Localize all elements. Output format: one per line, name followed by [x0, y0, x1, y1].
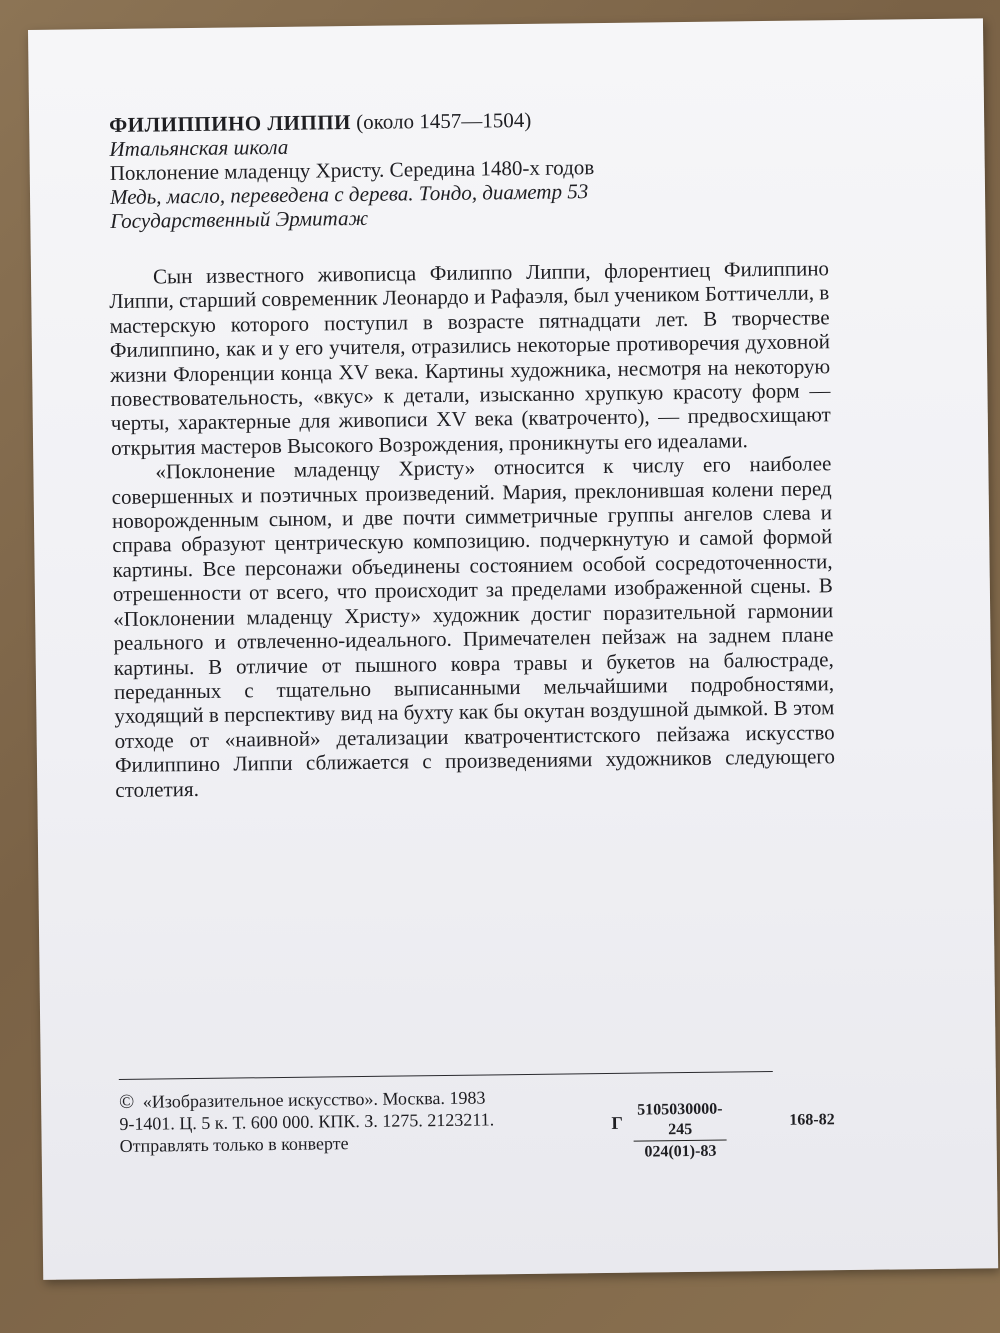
paragraph-1: Сын известного живописца Филиппо Липпи, флорентиец Филиппино Липпи, старший современник Леонардо и Рафаэля, был учеником Боттичелли, в мастерскую которого поступил в возрасте пятнадцати лет. В творчестве Филиппино, как и у его учителя, отразились некоторые противоречия духовной жизни Флоренции конца XV века. Картины художника, несмотря на некоторую повествовательность, «вкус» к детали, изысканно хрупкую красоту форм — черты, характерные для живописи XV века (кватроченто), — предвосхищают открытия мастеров Высокого Возрождения, проникнуты его идеалами. — [109, 256, 831, 460]
print-info: 9-1401. Ц. 5 к. Т. 600 000. КПК. З. 1275. 2123211. — [119, 1109, 495, 1134]
artist-dates: (около 1457—1504) — [356, 107, 532, 134]
description-text — [109, 256, 836, 802]
footer-divider — [119, 1071, 773, 1080]
catalog-letter: Г — [611, 1112, 623, 1133]
catalog-suffix: 168-82 — [789, 1111, 835, 1129]
copyright-icon: © — [118, 1090, 135, 1113]
artwork-header — [109, 103, 910, 233]
artist-name: ФИЛИППИНО ЛИППИ — [109, 110, 352, 138]
envelope-note: Отправлять только в конверте — [119, 1133, 349, 1156]
postcard-back — [28, 18, 998, 1280]
publisher-text: «Изобразительное искусство». Москва. 1983 — [142, 1087, 486, 1112]
catalog-fraction — [633, 1100, 727, 1163]
catalog-numerator: 5105030000-245 — [637, 1100, 723, 1139]
publisher-info — [119, 1085, 600, 1157]
artwork-medium: Медь, масло, переведена с дерева. Тондо, диаметр 53 — [109, 179, 589, 210]
catalog-denominator: 024(01)-83 — [634, 1140, 728, 1163]
art-school: Итальянская школа — [109, 134, 289, 162]
artwork-title: Поклонение младенцу Христу. Середина 1480-х годов — [109, 155, 595, 186]
paragraph-2: «Поклонение младенцу Христу» относится к числу его наиболее совершенных и поэтичных произведений. Мария, преклонившая колени перед новорожденным сыном, и две почти симметричные группы ангелов слева и справа образуют центрическую композицию. подчеркнутую и самой формой картины. Все персонажи объединены состоянием особой сосредоточенности, отрешенности от всего, что происходит за пределами изображенной сцены. В «Поклонении младенцу Христу» художник достиг поразительной гармонии реального и отвлеченно-идеального. Примечателен пейзаж на заднем плане картины. В отличие от пышного ковра травы и букетов на балюстраде, переданных с тщательно выписанными мельчайшими подробностями, уходящий в перспективу вид на бухту как бы окутан воздушной дымкой. В этом отходе от «наивной» детализации кватрочентистского пейзажа искусство Филиппино Липпи сближается с произведениями художников следующего столетия. — [111, 451, 836, 802]
museum-name: Государственный Эрмитаж — [110, 205, 369, 234]
